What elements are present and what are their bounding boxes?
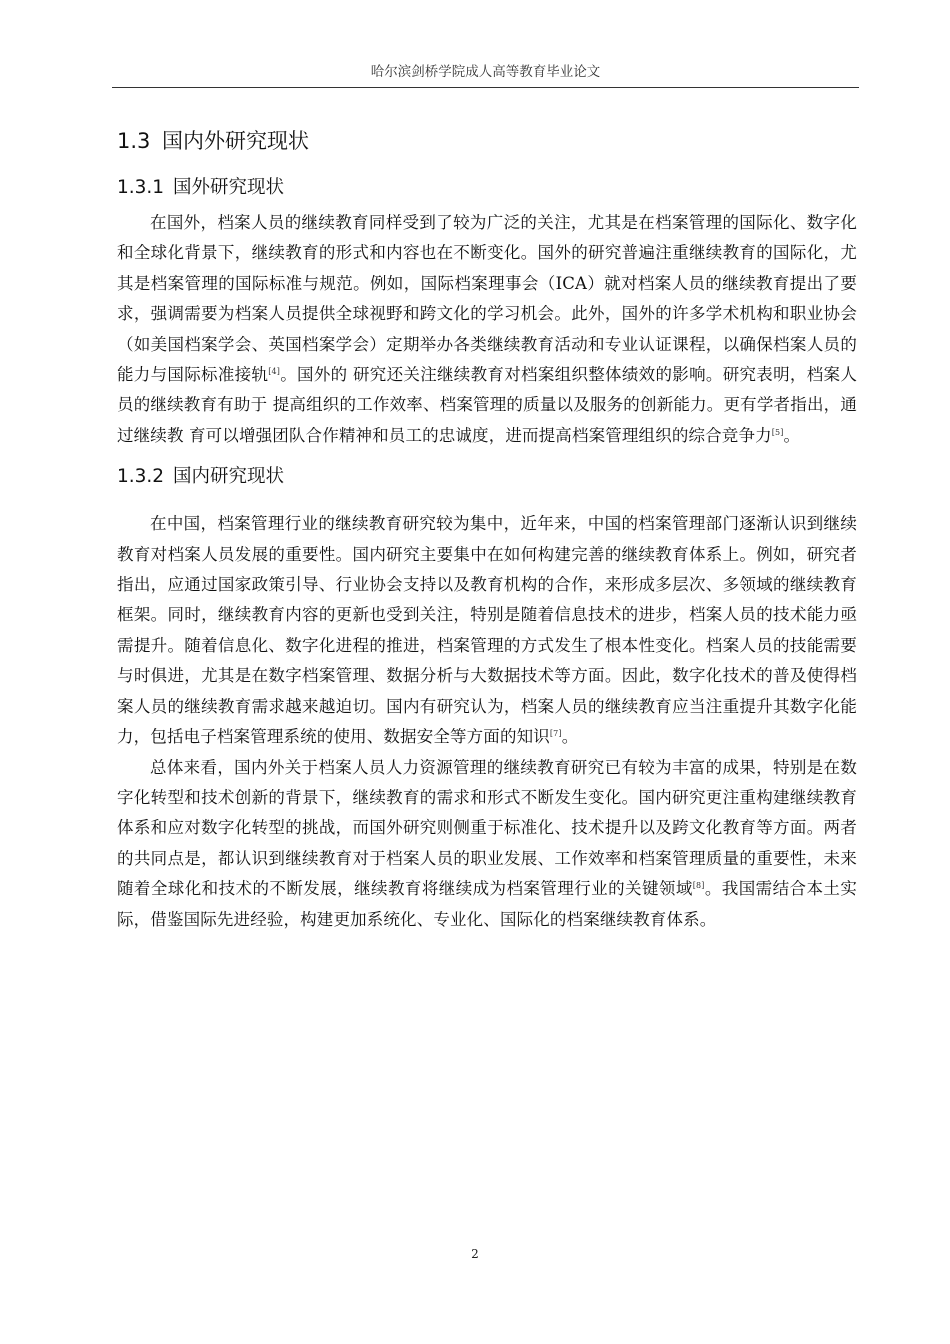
paragraph-domestic-1 — [117, 509, 857, 752]
page-number: 2 — [471, 1247, 479, 1261]
citation-ref: [4] — [268, 367, 281, 377]
subsection-heading-foreign — [117, 168, 857, 208]
paragraph-text: 。国外的 研究还关注继续教育对档案组织整体绩效的影响。研究表明，档案人员的继续教育有助于 提高组织的工作效率、档案管理的质量以及服务的创新能力。更有学者指出，通过继续教 育可以增强团队合作精神和员工的忠诚度，进而提高档案管理组织的综合竞争力 — [117, 365, 857, 445]
section-title: 国内外研究现状 — [162, 129, 309, 153]
paragraph-domestic-2 — [117, 753, 857, 935]
subsection-heading-domestic — [117, 457, 857, 497]
page-header: 哈尔滨剑桥学院成人高等教育毕业论文 — [370, 64, 601, 80]
paragraph-text: 。 — [783, 425, 801, 445]
subsection-number: 1.3.1 — [117, 177, 165, 198]
section-number: 1.3 — [117, 129, 151, 153]
header-rule — [112, 87, 859, 88]
subsection-title: 国内研究现状 — [173, 466, 285, 488]
section-heading — [117, 120, 857, 162]
citation-ref: [8] — [692, 881, 705, 891]
paragraph-text: 在中国，档案管理行业的继续教育研究较为集中，近年来，中国的档案管理部门逐渐认识到继续教育对档案人员发展的重要性。国内研究主要集中在如何构建完善的继续教育体系上。例如，研究者指出，应通过国家政策引导、行业协会支持以及教育机构的合作，来形成多层次、多领域的继续教育框架。同时，继续教育内容的更新也受到关注，特别是随着信息技术的进步，档案人员的技术能力亟需提升。随着信息化、数字化进程的推进，档案管理的方式发生了根本性变化。档案人员的技能需要与时俱进，尤其是在数字档案管理、数据分析与大数据技术等方面。因此，数字化技术的普及使得档案人员的继续教育需求越来越迫切。国内有研究认为，档案人员的继续教育应当注重提升其数字化能力，包括电子档案管理系统的使用、数据安全等方面的知识 — [117, 514, 857, 747]
paragraph-text: 。 — [561, 727, 579, 747]
subsection-title: 国外研究现状 — [173, 177, 285, 198]
citation-ref: [7] — [549, 729, 562, 739]
paragraph-text: 。我国需结合本土实际，借鉴国际先进经验，构建更加系统化、专业化、国际化的档案继续教育体系。 — [117, 879, 857, 929]
page-content — [117, 120, 857, 935]
subsection-number: 1.3.2 — [117, 466, 165, 488]
paragraph-foreign — [117, 208, 857, 451]
citation-ref: [5] — [771, 427, 784, 437]
paragraph-text: 在国外，档案人员的继续教育同样受到了较为广泛的关注，尤其是在档案管理的国际化、数字化和全球化背景下，继续教育的形式和内容也在不断变化。国外的研究普遍注重继续教育的国际化，尤其是档案管理的国际标准与规范。例如，国际档案理事会（ICA）就对档案人员的继续教育提出了要求，强调需要为档案人员提供全球视野和跨文化的学习机会。此外，国外的许多学术机构和职业协会（如美国档案学会、英国档案学会）定期举办各类继续教育活动和专业认证课程，以确保档案人员的能力与国际标准接轨 — [117, 213, 857, 385]
spacer — [117, 497, 857, 509]
paragraph-text: 总体来看，国内外关于档案人员人力资源管理的继续教育研究已有较为丰富的成果，特别是在数字化转型和技术创新的背景下，继续教育的需求和形式不断发生变化。国内研究更注重构建继续教育体系和应对数字化转型的挑战，而国外研究则侧重于标准化、技术提升以及跨文化教育等方面。两者的共同点是，都认识到继续教育对于档案人员的职业发展、工作效率和档案管理质量的重要性，未来随着全球化和技术的不断发展，继续教育将继续成为档案管理行业的关键领域 — [117, 757, 857, 899]
